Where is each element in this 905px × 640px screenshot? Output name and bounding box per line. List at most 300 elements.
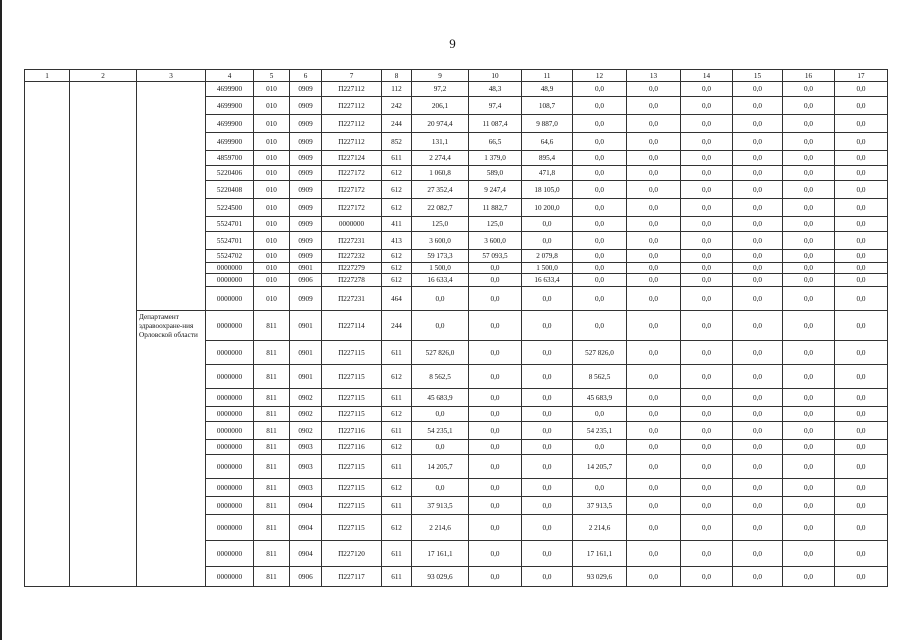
table-cell-col15: 0,0: [733, 567, 783, 587]
table-cell-col9: 37 913,5: [412, 497, 469, 515]
table-cell-col6: 0909: [290, 250, 322, 263]
table-cell-col6: 0909: [290, 82, 322, 97]
table-cell-col6: 0909: [290, 97, 322, 115]
table-cell-col8: 244: [382, 311, 412, 341]
table-cell-col5: 811: [254, 497, 290, 515]
table-cell-col6: 0901: [290, 311, 322, 341]
table-cell-col5: 010: [254, 199, 290, 217]
table-cell-col6: 0902: [290, 389, 322, 407]
table-cell-col12: 45 683,9: [573, 389, 627, 407]
table-cell-col6: 0909: [290, 232, 322, 250]
table-cell-col11: 1 500,0: [522, 263, 573, 274]
table-cell-col13: 0,0: [627, 407, 681, 422]
table-cell-col17: 0,0: [835, 115, 888, 133]
table-cell-col17: 0,0: [835, 274, 888, 287]
table-cell-col4: 5524702: [206, 250, 254, 263]
table-cell-col10: 3 600,0: [469, 232, 522, 250]
table-cell-col11: 0,0: [522, 365, 573, 389]
column-header-4: 4: [206, 70, 254, 82]
table-cell-col10: 0,0: [469, 407, 522, 422]
table-cell-col8: 612: [382, 250, 412, 263]
table-cell-col12: 0,0: [573, 115, 627, 133]
column-header-13: 13: [627, 70, 681, 82]
table-cell-col9: 14 205,7: [412, 455, 469, 479]
table-cell-col5: 010: [254, 232, 290, 250]
table-cell-col8: 612: [382, 479, 412, 497]
table-cell-col8: 413: [382, 232, 412, 250]
table-cell-col4: 0000000: [206, 422, 254, 440]
table-cell-col7: П227115: [322, 389, 382, 407]
organization-name: Департамент здравоохране-ния Орловской области: [137, 311, 206, 587]
table-cell-col15: 0,0: [733, 341, 783, 365]
table-cell-col11: 471,8: [522, 166, 573, 181]
table-cell-col7: П227115: [322, 455, 382, 479]
table-cell-col15: 0,0: [733, 541, 783, 567]
table-cell-col15: 0,0: [733, 133, 783, 151]
table-cell-col15: 0,0: [733, 497, 783, 515]
table-cell-col14: 0,0: [681, 199, 733, 217]
table-cell-col12: 0,0: [573, 97, 627, 115]
table-cell-col12: 0,0: [573, 250, 627, 263]
table-cell-col4: 0000000: [206, 274, 254, 287]
table-cell-col15: 0,0: [733, 311, 783, 341]
table-cell-col10: 0,0: [469, 274, 522, 287]
table-cell-col5: 010: [254, 133, 290, 151]
table-cell-col16: 0,0: [783, 389, 835, 407]
table-cell-col8: 612: [382, 274, 412, 287]
table-cell-col7: П227232: [322, 250, 382, 263]
table-cell-col16: 0,0: [783, 181, 835, 199]
table-cell-col12: 17 161,1: [573, 541, 627, 567]
table-cell-col14: 0,0: [681, 389, 733, 407]
table-cell-col5: 010: [254, 263, 290, 274]
table-cell-col8: 611: [382, 497, 412, 515]
table-cell-col6: 0903: [290, 479, 322, 497]
table-cell-col16: 0,0: [783, 567, 835, 587]
table-cell-col16: 0,0: [783, 166, 835, 181]
table-cell-col13: 0,0: [627, 166, 681, 181]
table-cell-col6: 0909: [290, 151, 322, 166]
table-cell-col10: 57 093,5: [469, 250, 522, 263]
column-header-1: 1: [25, 70, 70, 82]
table-cell-col9: 20 974,4: [412, 115, 469, 133]
table-cell-col7: П227112: [322, 115, 382, 133]
table-cell-col6: 0904: [290, 541, 322, 567]
table-cell-col16: 0,0: [783, 365, 835, 389]
table-cell-col7: П227112: [322, 82, 382, 97]
table-cell-col9: 0,0: [412, 287, 469, 311]
table-cell-col14: 0,0: [681, 82, 733, 97]
page-number: 9: [449, 36, 456, 51]
table-cell-col10: 0,0: [469, 389, 522, 407]
table-cell-col12: 0,0: [573, 479, 627, 497]
table-cell-col10: 1 379,0: [469, 151, 522, 166]
table-cell-col5: 811: [254, 341, 290, 365]
table-cell-col15: 0,0: [733, 151, 783, 166]
column-header-2: 2: [70, 70, 137, 82]
table-cell-col17: 0,0: [835, 82, 888, 97]
table-cell-col6: 0906: [290, 567, 322, 587]
table-cell-col16: 0,0: [783, 97, 835, 115]
table-cell-col14: 0,0: [681, 274, 733, 287]
table-cell-col15: 0,0: [733, 422, 783, 440]
table-cell-col9: 17 161,1: [412, 541, 469, 567]
table-cell-col4: 0000000: [206, 497, 254, 515]
table-cell-col7: П227115: [322, 479, 382, 497]
table-cell-col7: П227112: [322, 97, 382, 115]
table-cell-col5: 811: [254, 422, 290, 440]
table-cell-col12: 0,0: [573, 151, 627, 166]
table-cell-col7: П227231: [322, 287, 382, 311]
table-cell-col4: 4699900: [206, 97, 254, 115]
table-cell-col10: 0,0: [469, 263, 522, 274]
table-cell-col10: 125,0: [469, 217, 522, 232]
table-cell-col11: 108,7: [522, 97, 573, 115]
table-cell-col13: 0,0: [627, 422, 681, 440]
table-cell-col14: 0,0: [681, 455, 733, 479]
table-cell-col12: 93 029,6: [573, 567, 627, 587]
table-cell-col14: 0,0: [681, 287, 733, 311]
table-cell-col9: 3 600,0: [412, 232, 469, 250]
table-cell-col8: 612: [382, 515, 412, 541]
table-cell-col15: 0,0: [733, 440, 783, 455]
table-cell-col6: 0901: [290, 365, 322, 389]
table-cell-col9: 2 214,6: [412, 515, 469, 541]
table-cell-col13: 0,0: [627, 479, 681, 497]
table-cell-col8: 612: [382, 181, 412, 199]
table-cell-col13: 0,0: [627, 567, 681, 587]
table-cell-col9: 45 683,9: [412, 389, 469, 407]
table-cell-col7: 0000000: [322, 217, 382, 232]
table-cell-col4: 0000000: [206, 287, 254, 311]
table-cell-col7: П227117: [322, 567, 382, 587]
table-cell-col11: 0,0: [522, 232, 573, 250]
table-cell-col9: 59 173,3: [412, 250, 469, 263]
table-cell-col10: 11 882,7: [469, 199, 522, 217]
column-header-9: 9: [412, 70, 469, 82]
table-cell-col10: 97,4: [469, 97, 522, 115]
table-cell-col6: 0909: [290, 133, 322, 151]
table-cell-col5: 811: [254, 311, 290, 341]
table-cell-col6: 0909: [290, 166, 322, 181]
table-cell-col16: 0,0: [783, 82, 835, 97]
table-cell-col7: П227115: [322, 497, 382, 515]
table-cell-col4: 0000000: [206, 365, 254, 389]
table-cell-col15: 0,0: [733, 389, 783, 407]
table-cell-col9: 16 633,4: [412, 274, 469, 287]
table-cell-col15: 0,0: [733, 455, 783, 479]
table-cell-col15: 0,0: [733, 199, 783, 217]
table-cell-col6: 0909: [290, 199, 322, 217]
page-left-border: [0, 0, 2, 640]
table-cell-col11: 64,6: [522, 133, 573, 151]
table-cell-col10: 48,3: [469, 82, 522, 97]
table-cell-col9: 54 235,1: [412, 422, 469, 440]
table-cell-col7: П227172: [322, 181, 382, 199]
budget-table: [24, 69, 888, 587]
table-cell-col17: 0,0: [835, 166, 888, 181]
table-cell-col9: 206,1: [412, 97, 469, 115]
table-cell-col12: 527 826,0: [573, 341, 627, 365]
table-cell-col17: 0,0: [835, 199, 888, 217]
table-cell-col17: 0,0: [835, 541, 888, 567]
table-cell-col16: 0,0: [783, 274, 835, 287]
table-cell-col9: 0,0: [412, 311, 469, 341]
table-cell-col7: П227116: [322, 422, 382, 440]
table-cell-col14: 0,0: [681, 181, 733, 199]
table-cell-col12: 0,0: [573, 199, 627, 217]
col2-merged-cell: [70, 82, 137, 587]
table-cell-col10: 0,0: [469, 497, 522, 515]
table-cell-col8: 612: [382, 365, 412, 389]
table-cell-col4: 0000000: [206, 311, 254, 341]
table-cell-col13: 0,0: [627, 232, 681, 250]
table-cell-col9: 125,0: [412, 217, 469, 232]
table-cell-col5: 010: [254, 287, 290, 311]
table-cell-col8: 611: [382, 389, 412, 407]
table-cell-col17: 0,0: [835, 497, 888, 515]
table-cell-col11: 0,0: [522, 497, 573, 515]
table-cell-col4: 4699900: [206, 115, 254, 133]
table-cell-col4: 5220408: [206, 181, 254, 199]
table-cell-col13: 0,0: [627, 199, 681, 217]
table-cell-col14: 0,0: [681, 440, 733, 455]
table-cell-col8: 611: [382, 422, 412, 440]
table-cell-col15: 0,0: [733, 166, 783, 181]
table-cell-col14: 0,0: [681, 365, 733, 389]
table-cell-col10: 0,0: [469, 422, 522, 440]
table-cell-col5: 811: [254, 479, 290, 497]
table-cell-col5: 010: [254, 217, 290, 232]
table-cell-col10: 11 087,4: [469, 115, 522, 133]
table-cell-col12: 37 913,5: [573, 497, 627, 515]
table-cell-col9: 2 274,4: [412, 151, 469, 166]
table-cell-col7: П227112: [322, 133, 382, 151]
table-cell-col14: 0,0: [681, 422, 733, 440]
table-cell-col10: 0,0: [469, 515, 522, 541]
table-cell-col16: 0,0: [783, 287, 835, 311]
table-cell-col4: 0000000: [206, 515, 254, 541]
table-cell-col11: 0,0: [522, 455, 573, 479]
table-cell-col4: 0000000: [206, 263, 254, 274]
table-cell-col15: 0,0: [733, 274, 783, 287]
table-cell-col9: 8 562,5: [412, 365, 469, 389]
table-cell-col13: 0,0: [627, 455, 681, 479]
table-cell-col4: 5224500: [206, 199, 254, 217]
table-cell-col11: 48,9: [522, 82, 573, 97]
table-cell-col10: 0,0: [469, 455, 522, 479]
table-cell-col4: 0000000: [206, 407, 254, 422]
table-cell-col15: 0,0: [733, 263, 783, 274]
table-cell-col14: 0,0: [681, 250, 733, 263]
table-cell-col4: 4699900: [206, 133, 254, 151]
table-cell-col4: 0000000: [206, 541, 254, 567]
table-cell-col17: 0,0: [835, 365, 888, 389]
table-cell-col4: 5220406: [206, 166, 254, 181]
table-body: [25, 82, 888, 587]
table-cell-col7: П227172: [322, 199, 382, 217]
table-row: [25, 311, 888, 341]
table-cell-col15: 0,0: [733, 181, 783, 199]
table-cell-col13: 0,0: [627, 217, 681, 232]
table-cell-col6: 0903: [290, 455, 322, 479]
table-cell-col14: 0,0: [681, 133, 733, 151]
table-cell-col13: 0,0: [627, 389, 681, 407]
table-cell-col10: 0,0: [469, 365, 522, 389]
table-cell-col15: 0,0: [733, 115, 783, 133]
table-cell-col16: 0,0: [783, 422, 835, 440]
table-cell-col15: 0,0: [733, 97, 783, 115]
table-cell-col17: 0,0: [835, 232, 888, 250]
table-cell-col17: 0,0: [835, 151, 888, 166]
table-cell-col17: 0,0: [835, 440, 888, 455]
table-cell-col6: 0903: [290, 440, 322, 455]
table-cell-col14: 0,0: [681, 567, 733, 587]
table-cell-col8: 612: [382, 199, 412, 217]
table-cell-col15: 0,0: [733, 250, 783, 263]
table-cell-col4: 0000000: [206, 567, 254, 587]
table-cell-col16: 0,0: [783, 133, 835, 151]
table-cell-col8: 852: [382, 133, 412, 151]
table-cell-col8: 612: [382, 407, 412, 422]
table-cell-col5: 010: [254, 274, 290, 287]
table-cell-col4: 0000000: [206, 389, 254, 407]
table-cell-col9: 0,0: [412, 479, 469, 497]
table-cell-col11: 0,0: [522, 479, 573, 497]
table-cell-col12: 0,0: [573, 181, 627, 199]
table-cell-col11: 2 079,8: [522, 250, 573, 263]
table-cell-col14: 0,0: [681, 311, 733, 341]
table-cell-col12: 0,0: [573, 217, 627, 232]
table-cell-col5: 010: [254, 250, 290, 263]
table-cell-col16: 0,0: [783, 341, 835, 365]
table-cell-col11: 9 887,0: [522, 115, 573, 133]
table-cell-col12: 54 235,1: [573, 422, 627, 440]
table-cell-col14: 0,0: [681, 497, 733, 515]
table-cell-col12: 0,0: [573, 274, 627, 287]
table-cell-col17: 0,0: [835, 311, 888, 341]
column-number-header: [25, 70, 888, 82]
table-cell-col10: 0,0: [469, 440, 522, 455]
table-cell-col10: 589,0: [469, 166, 522, 181]
table-cell-col5: 811: [254, 515, 290, 541]
table-cell-col11: 0,0: [522, 389, 573, 407]
table-cell-col17: 0,0: [835, 250, 888, 263]
column-header-17: 17: [835, 70, 888, 82]
table-cell-col4: 0000000: [206, 440, 254, 455]
table-cell-col8: 611: [382, 341, 412, 365]
table-cell-col10: 0,0: [469, 567, 522, 587]
table-cell-col5: 010: [254, 181, 290, 199]
table-cell-col7: П227172: [322, 166, 382, 181]
table-cell-col16: 0,0: [783, 217, 835, 232]
table-cell-col5: 811: [254, 541, 290, 567]
table-cell-col13: 0,0: [627, 181, 681, 199]
table-cell-col16: 0,0: [783, 151, 835, 166]
table-cell-col14: 0,0: [681, 151, 733, 166]
table-cell-col8: 244: [382, 115, 412, 133]
table-cell-col4: 0000000: [206, 455, 254, 479]
column-header-6: 6: [290, 70, 322, 82]
column-header-14: 14: [681, 70, 733, 82]
table-cell-col8: 411: [382, 217, 412, 232]
table-cell-col9: 527 826,0: [412, 341, 469, 365]
table-cell-col15: 0,0: [733, 82, 783, 97]
table-cell-col17: 0,0: [835, 567, 888, 587]
table-cell-col12: 0,0: [573, 311, 627, 341]
table-cell-col9: 27 352,4: [412, 181, 469, 199]
table-cell-col6: 0901: [290, 263, 322, 274]
table-cell-col6: 0902: [290, 407, 322, 422]
column-header-11: 11: [522, 70, 573, 82]
table-cell-col6: 0909: [290, 287, 322, 311]
table-cell-col8: 612: [382, 263, 412, 274]
table-cell-col11: 0,0: [522, 217, 573, 232]
table-cell-col14: 0,0: [681, 97, 733, 115]
table-cell-col5: 010: [254, 115, 290, 133]
table-cell-col10: 66,5: [469, 133, 522, 151]
table-cell-col17: 0,0: [835, 389, 888, 407]
table-cell-col16: 0,0: [783, 440, 835, 455]
table-cell-col14: 0,0: [681, 263, 733, 274]
table-cell-col15: 0,0: [733, 232, 783, 250]
table-cell-col16: 0,0: [783, 232, 835, 250]
table-cell-col11: 0,0: [522, 440, 573, 455]
table-cell-col11: 0,0: [522, 422, 573, 440]
table-cell-col9: 22 082,7: [412, 199, 469, 217]
table-cell-col11: 0,0: [522, 311, 573, 341]
table-cell-col15: 0,0: [733, 287, 783, 311]
table-cell-col11: 0,0: [522, 287, 573, 311]
table-cell-col14: 0,0: [681, 541, 733, 567]
table-cell-col5: 010: [254, 151, 290, 166]
table-cell-col13: 0,0: [627, 151, 681, 166]
column-header-5: 5: [254, 70, 290, 82]
table-cell-col8: 612: [382, 440, 412, 455]
table-cell-col12: 0,0: [573, 440, 627, 455]
table-cell-col15: 0,0: [733, 407, 783, 422]
table-cell-col5: 811: [254, 389, 290, 407]
table-cell-col12: 0,0: [573, 287, 627, 311]
table-cell-col13: 0,0: [627, 133, 681, 151]
table-cell-col16: 0,0: [783, 479, 835, 497]
table-row: [25, 82, 888, 97]
table-cell-col17: 0,0: [835, 455, 888, 479]
table-cell-col11: 0,0: [522, 341, 573, 365]
table-cell-col14: 0,0: [681, 166, 733, 181]
table-cell-col13: 0,0: [627, 82, 681, 97]
column-header-10: 10: [469, 70, 522, 82]
table-cell-col14: 0,0: [681, 217, 733, 232]
table-cell-col9: 93 029,6: [412, 567, 469, 587]
table-cell-col15: 0,0: [733, 217, 783, 232]
col3-merged-cell: [137, 82, 206, 311]
column-header-7: 7: [322, 70, 382, 82]
table-cell-col13: 0,0: [627, 497, 681, 515]
table-cell-col13: 0,0: [627, 97, 681, 115]
table-cell-col17: 0,0: [835, 479, 888, 497]
table-cell-col12: 0,0: [573, 82, 627, 97]
table-cell-col11: 0,0: [522, 407, 573, 422]
table-cell-col5: 010: [254, 97, 290, 115]
table-cell-col10: 0,0: [469, 341, 522, 365]
table-cell-col5: 811: [254, 365, 290, 389]
table-cell-col4: 5524701: [206, 217, 254, 232]
table-cell-col9: 1 500,0: [412, 263, 469, 274]
table-cell-col16: 0,0: [783, 407, 835, 422]
table-cell-col7: П227115: [322, 407, 382, 422]
table-cell-col14: 0,0: [681, 515, 733, 541]
